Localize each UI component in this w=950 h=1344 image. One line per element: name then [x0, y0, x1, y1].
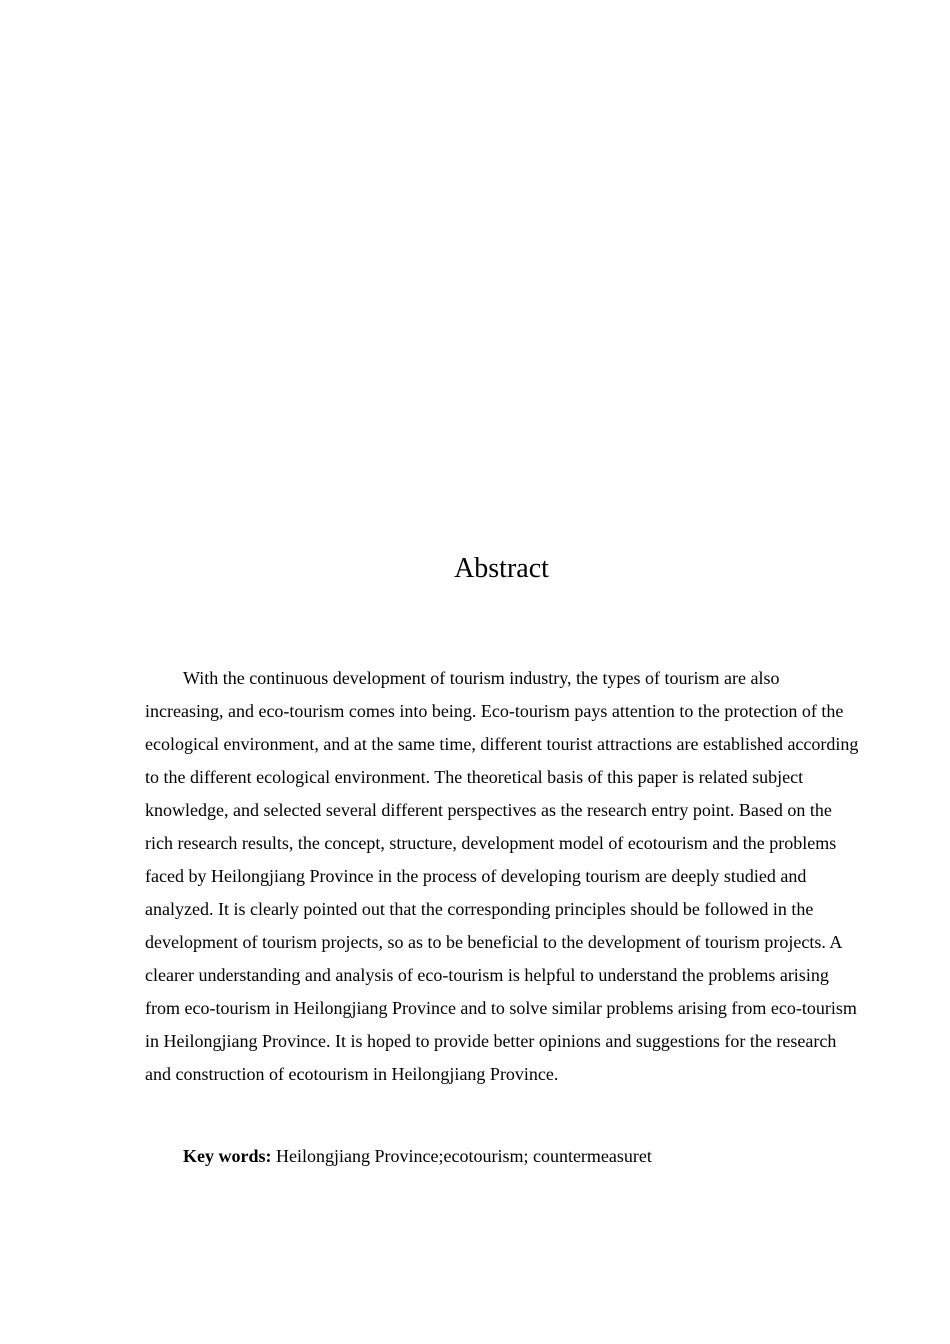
keywords-line	[145, 1141, 859, 1171]
keywords-label: Key words:	[183, 1146, 272, 1166]
keywords-value: Heilongjiang Province;ecotourism; countermeasuret	[271, 1146, 652, 1166]
abstract-title: Abstract	[454, 553, 549, 584]
abstract-body: With the continuous development of tourism industry, the types of tourism are also increasing, and eco-tourism comes into being. Eco-tourism pays attention to the protection of the ecological environment, and at the same time, different tourist attractions are established according to the different ecological environment. The theoretical basis of this paper is related subject knowledge, and selected several different perspectives as the research entry point. Based on the rich research results, the concept, structure, development model of ecotourism and the problems faced by Heilongjiang Province in the process of developing tourism are deeply studied and analyzed. It is clearly pointed out that the corresponding principles should be followed in the development of tourism projects, so as to be beneficial to the development of tourism projects. A clearer understanding and analysis of eco-tourism is helpful to understand the problems arising from eco-tourism in Heilongjiang Province and to solve similar problems arising from eco-tourism in Heilongjiang Province. It is hoped to provide better opinions and suggestions for the research and construction of ecotourism in Heilongjiang Province.	[145, 668, 859, 1084]
